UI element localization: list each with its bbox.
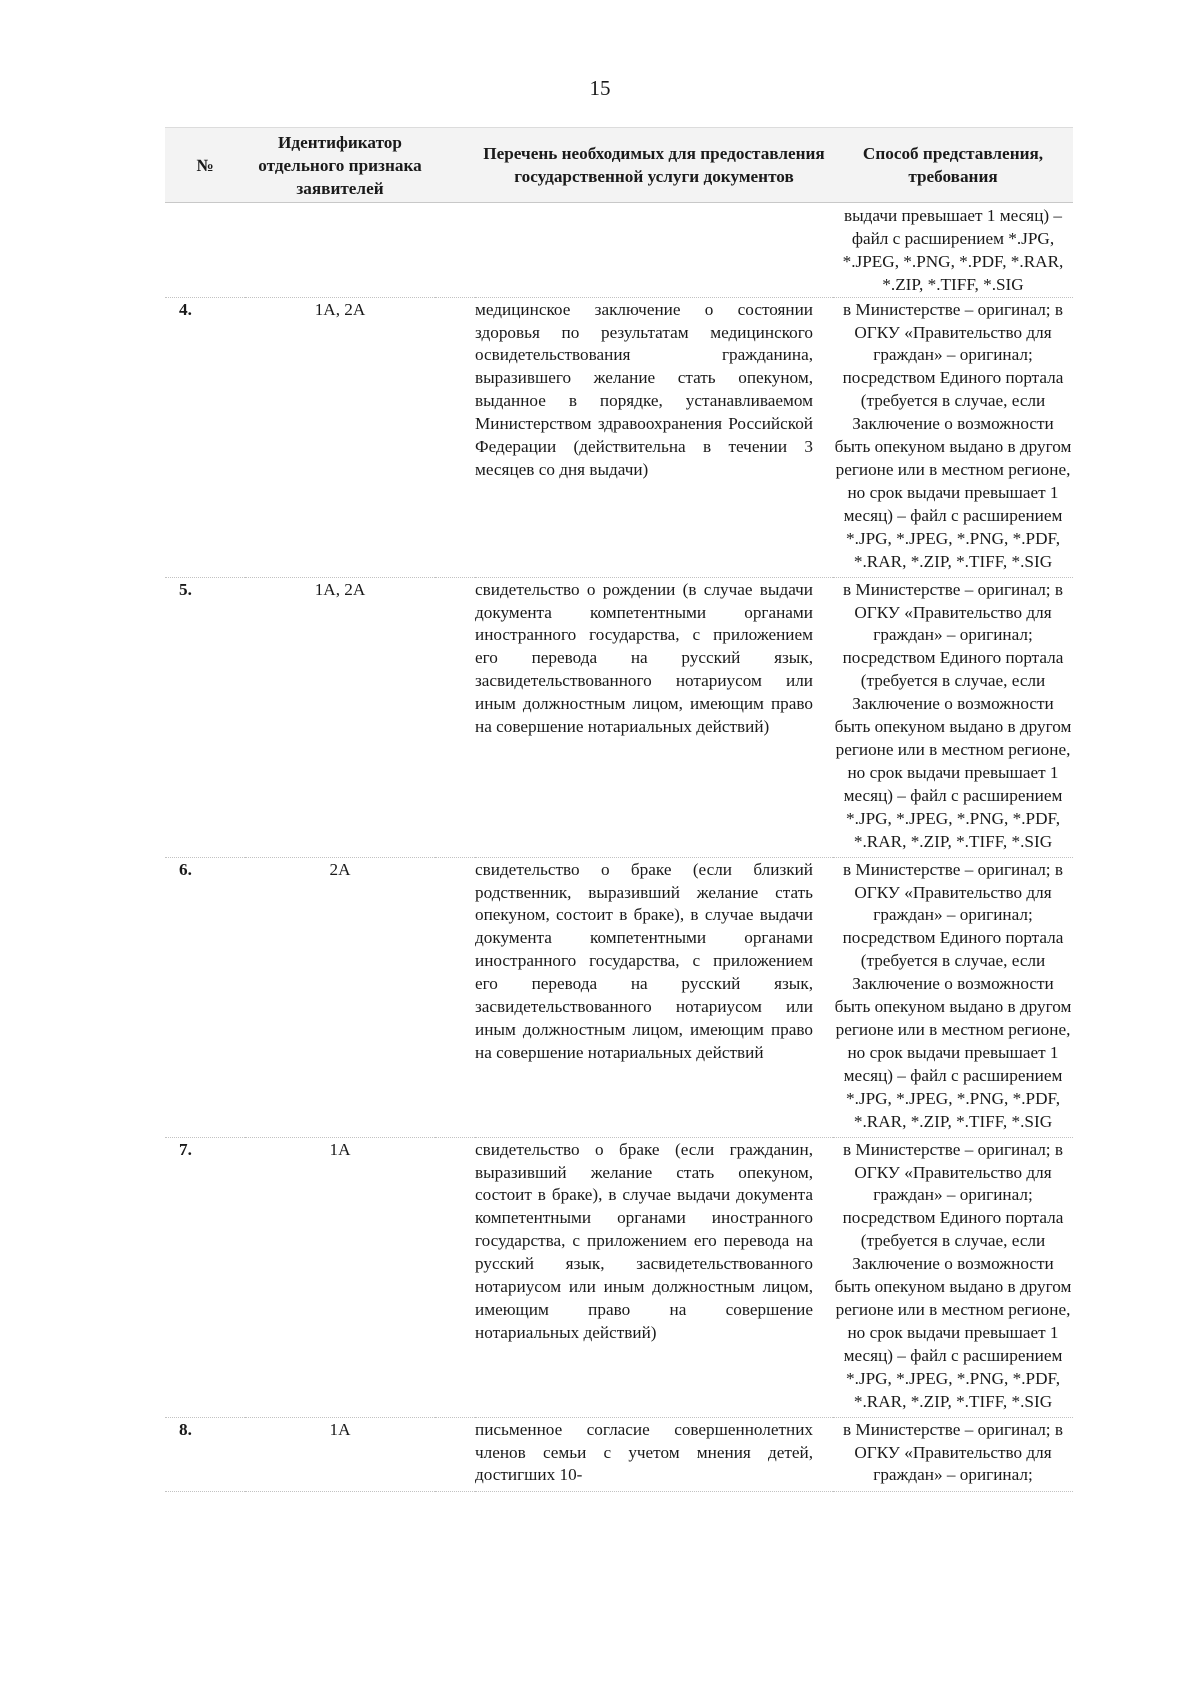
documents-cell: свидетельство о браке (если близкий родственник, выразивший желание стать опекуном, состоит в браке), в случае выдачи документа компетентными органами иностранного государства, с приложением его перевода на русский язык, засвидетельствованного нотариусом или иным должностным лицом, имеющим право на совершение нотариальных действий	[475, 857, 833, 1137]
method-cell: выдачи превышает 1 месяц) – файл с расширением *.JPG, *.JPEG, *.PNG, *.PDF, *.RAR, *.ZIP, *.TIFF, *.SIG	[842, 206, 1064, 294]
row-number: 4.	[165, 297, 245, 577]
table-row	[165, 1137, 1073, 1417]
identifier-cell: 1А, 2А	[245, 577, 435, 857]
table-row	[165, 577, 1073, 857]
table-row	[165, 297, 1073, 577]
method-cell: в Министерстве – оригинал; в ОГКУ «Правительство для граждан» – оригинал; посредством Единого портала (требуется в случае, если Заключение о возможности быть опекуном выдано в другом регионе или в местном регионе, но срок выдачи превышает 1 месяц) – файл с расширением *.JPG, *.JPEG, *.PNG, *.PDF, *.RAR, *.ZIP, *.TIFF, *.SIG	[833, 577, 1073, 857]
method-cell: в Министерстве – оригинал; в ОГКУ «Правительство для граждан» – оригинал;	[833, 1417, 1073, 1491]
table-header-row	[165, 128, 1073, 203]
documents-cell: медицинское заключение о состоянии здоровья по результатам медицинского освидетельствования гражданина, выразившего желание стать опекуном, выданное в порядке, устанавливаемом Министерством здравоохранения Российской Федерации (действительна в течении 3 месяцев со дня выдачи)	[475, 297, 833, 577]
row-number: 5.	[165, 577, 245, 857]
page-number: 15	[589, 76, 611, 100]
header-identifier: Идентификатор отдельного признака заявителей	[245, 128, 435, 203]
method-cell: в Министерстве – оригинал; в ОГКУ «Правительство для граждан» – оригинал; посредством Единого портала (требуется в случае, если Заключение о возможности быть опекуном выдано в другом регионе или в местном регионе, но срок выдачи превышает 1 месяц) – файл с расширением *.JPG, *.JPEG, *.PNG, *.PDF, *.RAR, *.ZIP, *.TIFF, *.SIG	[833, 1137, 1073, 1417]
documents-cell: свидетельство о рождении (в случае выдачи документа компетентными органами иностранного государства, с приложением его перевода на русский язык, засвидетельствованного нотариусом или иным должностным лицом, имеющим право на совершение нотариальных действий)	[475, 577, 833, 857]
identifier-cell: 2А	[245, 857, 435, 1137]
header-number: №	[165, 128, 245, 203]
header-documents: Перечень необходимых для предоставления государственной услуги документов	[475, 128, 833, 203]
documents-cell: письменное согласие совершеннолетних членов семьи с учетом мнения детей, достигших 10-	[475, 1417, 833, 1491]
identifier-cell: 1А, 2А	[245, 297, 435, 577]
row-number: 6.	[165, 857, 245, 1137]
table-row	[165, 1417, 1073, 1491]
table-row-continuation	[165, 203, 1073, 298]
row-number: 7.	[165, 1137, 245, 1417]
identifier-cell: 1А	[245, 1137, 435, 1417]
table-row	[165, 857, 1073, 1137]
documents-table	[165, 127, 1073, 1492]
method-cell: в Министерстве – оригинал; в ОГКУ «Правительство для граждан» – оригинал; посредством Единого портала (требуется в случае, если Заключение о возможности быть опекуном выдано в другом регионе или в местном регионе, но срок выдачи превышает 1 месяц) – файл с расширением *.JPG, *.JPEG, *.PNG, *.PDF, *.RAR, *.ZIP, *.TIFF, *.SIG	[833, 297, 1073, 577]
header-method: Способ представления, требования	[833, 128, 1073, 203]
documents-cell: свидетельство о браке (если гражданин, выразивший желание стать опекуном, состоит в браке), в случае выдачи документа компетентными органами иностранного государства, с приложением его перевода на русский язык, засвидетельствованного нотариусом или иным должностным лицом, имеющим право на совершение нотариальных действий)	[475, 1137, 833, 1417]
row-number: 8.	[165, 1417, 245, 1491]
identifier-cell: 1А	[245, 1417, 435, 1491]
method-cell: в Министерстве – оригинал; в ОГКУ «Правительство для граждан» – оригинал; посредством Единого портала (требуется в случае, если Заключение о возможности быть опекуном выдано в другом регионе или в местном регионе, но срок выдачи превышает 1 месяц) – файл с расширением *.JPG, *.JPEG, *.PNG, *.PDF, *.RAR, *.ZIP, *.TIFF, *.SIG	[833, 857, 1073, 1137]
